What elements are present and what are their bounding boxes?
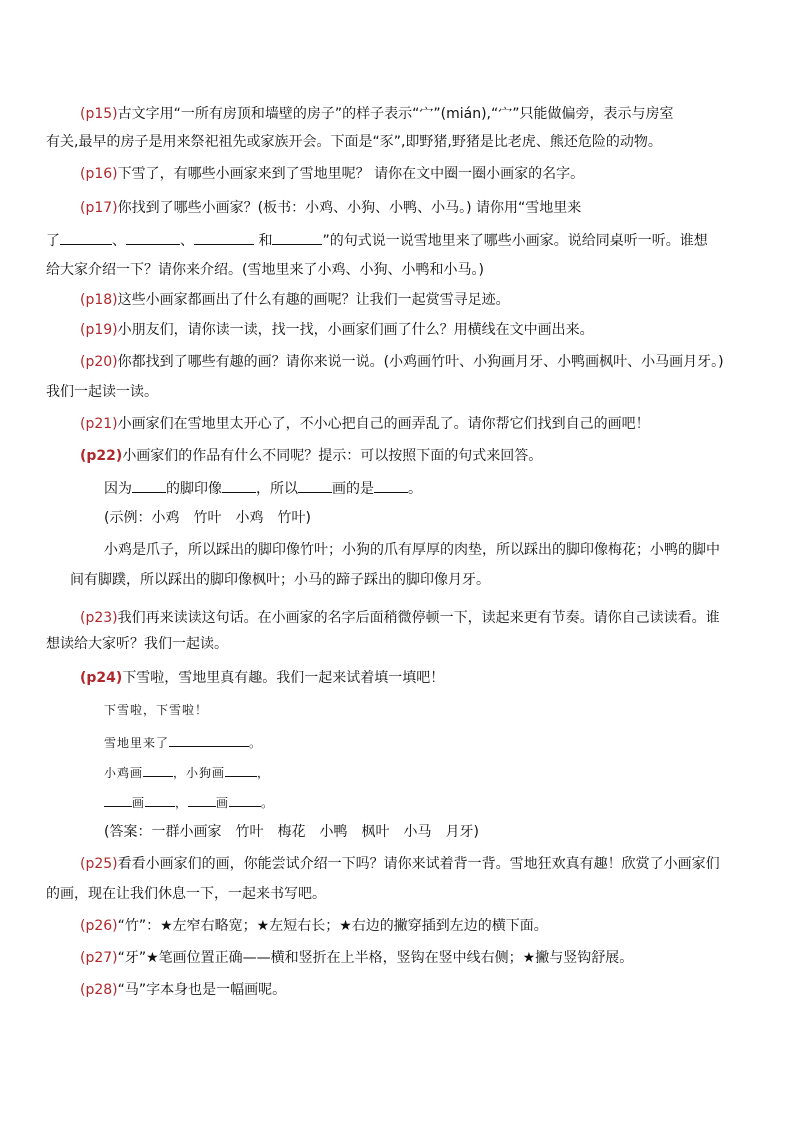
paragraph-p22 [80,446,542,466]
text-fragment: 的脚印像 [166,481,222,497]
fill-blank [229,792,261,807]
page-tag: (p15) [80,106,118,122]
text-fragment: 因为 [104,481,132,497]
text-fragment: 雪地里来了 [104,736,170,750]
fill-in-line1: 下雪啦，下雪啦！ [104,703,209,717]
fill-blank [104,792,132,807]
text-fragment: 。 [408,481,422,497]
paragraph-p17-line2 [46,230,708,251]
text-fragment: 、 [180,233,194,249]
paragraph-p21 [80,414,650,434]
fill-blank [143,762,173,777]
text-fragment: 画的是 [332,481,374,497]
paragraph-p15-line1 [80,104,674,124]
paragraph-text: 我们再来读读这句话。在小画家的名字后面稍微停顿一下，读起来更有节奏。请你自己读读看。谁 [117,610,720,626]
fill-blank [145,792,175,807]
paragraph-p17-line1 [80,198,581,218]
page-tag: (p28) [80,982,118,998]
paragraph-text: 小朋友们，请你读一读，找一找，小画家们画了什么？用横线在文中画出来。 [117,322,594,338]
fill-in-line2 [104,732,262,753]
page-tag: (p21) [80,416,118,432]
fill-blank [225,762,257,777]
text-fragment: ”的句式说一说雪地里来了哪些小画家。说给同桌听一听。谁想 [322,233,708,249]
answer-line1: 小鸡是爪子，所以踩出的脚印像竹叶；小狗的爪有厚厚的肉垫，所以踩出的脚印像梅花；小鸭的脚中 [104,542,720,558]
paragraph-p17-line3: 给大家介绍一下？请你来介绍。(雪地里来了小鸡、小狗、小鸭和小马。) [46,262,484,278]
answer-key: (答案：一群小画家 竹叶 梅花 小鸭 枫叶 小马 月牙) [104,824,479,840]
text-fragment: ，小狗画 [173,766,226,780]
paragraph-p27 [80,948,633,968]
text-fragment: 。 [249,736,263,750]
text-fragment: ，所以 [256,481,298,497]
fill-in-line3 [104,762,270,783]
fill-blank [60,230,112,245]
fill-blank [132,478,166,493]
paragraph-p24 [80,668,444,688]
paragraph-text: 你都找到了哪些有趣的画？请你来说一说。(小鸡画竹叶、小狗画月牙、小鸭画枫叶、小马画月牙。) [117,354,724,370]
fill-blank [126,230,180,245]
answer-line2: 间有脚蹼，所以踩出的脚印像枫叶；小马的蹄子踩出的脚印像月牙。 [70,572,490,588]
paragraph-text: 下雪啦，雪地里真有趣。我们一起来试着填一填吧！ [122,670,445,686]
text-fragment: ， [175,796,189,810]
text-fragment: 画 [216,796,230,810]
text-fragment: 了 [46,233,60,249]
paragraph-p20-line2: 我们一起读一读。 [46,384,158,400]
paragraph-text: 这些小画家都画出了什么有趣的画呢？让我们一起赏雪寻足迹。 [117,292,510,308]
page-tag: (p25) [80,856,118,872]
fill-blank [374,478,408,493]
paragraph-p25-line1 [80,854,720,874]
paragraph-p20-line1 [80,352,724,372]
paragraph-p15-line2: 有关,最早的房子是用来祭祀祖先或家族开会。下面是“豕”,即野猪,野猪是比老虎、熊还危险的动物。 [46,134,662,150]
fill-blank [222,478,256,493]
text-fragment: 画 [132,796,146,810]
page-tag: (p27) [80,950,118,966]
paragraph-p18 [80,290,510,310]
fill-in-line4 [104,792,274,813]
paragraph-p28 [80,980,286,1000]
paragraph-text: “马”字本身也是一幅画呢。 [117,982,287,998]
page-tag: (p16) [80,166,118,182]
page-tag: (p17) [80,200,118,216]
paragraph-p19 [80,320,594,340]
paragraph-p25-line2: 的画，现在让我们休息一下，一起来书写吧。 [46,886,326,902]
paragraph-p16 [80,164,584,184]
paragraph-text: “竹”：★左窄右略宽；★左短右长；★右边的撇穿插到左边的横下面。 [117,918,548,934]
fill-blank [298,478,332,493]
fill-blank [194,230,254,245]
paragraph-p23-line1 [80,608,720,628]
paragraph-text: 小画家们的作品有什么不同呢？提示：可以按照下面的句式来回答。 [122,448,543,464]
fill-blank [169,732,249,747]
paragraph-text: 古文字用“一所有房顶和墙壁的房子”的样子表示“宀”(mián),“宀”只能做偏旁，表示与房室 [117,106,674,122]
text-fragment: ， [257,766,271,780]
paragraph-text: “牙”★笔画位置正确——横和竖折在上半格，竖钩在竖中线右侧；★撇与竖钩舒展。 [117,950,634,966]
fill-blank [188,792,216,807]
page-tag: (p20) [80,354,118,370]
fill-blank [272,230,322,245]
page-tag: (p19) [80,322,118,338]
page-tag: (p22) [80,448,123,464]
example-text: (示例：小鸡 竹叶 小鸡 竹叶) [104,510,311,526]
paragraph-text: 下雪了，有哪些小画家来到了雪地里呢？ 请你在文中圈一圈小画家的名字。 [117,166,585,182]
page-tag: (p23) [80,610,118,626]
text-fragment: 和 [258,233,273,249]
page-tag: (p18) [80,292,118,308]
paragraph-p26 [80,916,548,936]
sentence-pattern [104,478,422,499]
paragraph-text: 小画家们在雪地里太开心了，不小心把自己的画弄乱了。请你帮它们找到自己的画吧！ [117,416,650,432]
paragraph-text: 你找到了哪些小画家？(板书：小鸡、小狗、小鸭、小马。) 请你用“雪地里来 [117,200,582,216]
paragraph-text: 看看小画家们的画，你能尝试介绍一下吗？请你来试着背一背。雪地狂欢真有趣！欣赏了小画家们 [117,856,720,872]
text-fragment: 。 [261,796,275,810]
paragraph-p23-line2: 想读给大家听？我们一起读。 [46,636,228,652]
page-tag: (p24) [80,670,123,686]
page-tag: (p26) [80,918,118,934]
text-fragment: 、 [112,233,126,249]
text-fragment: 小鸡画 [104,766,144,780]
